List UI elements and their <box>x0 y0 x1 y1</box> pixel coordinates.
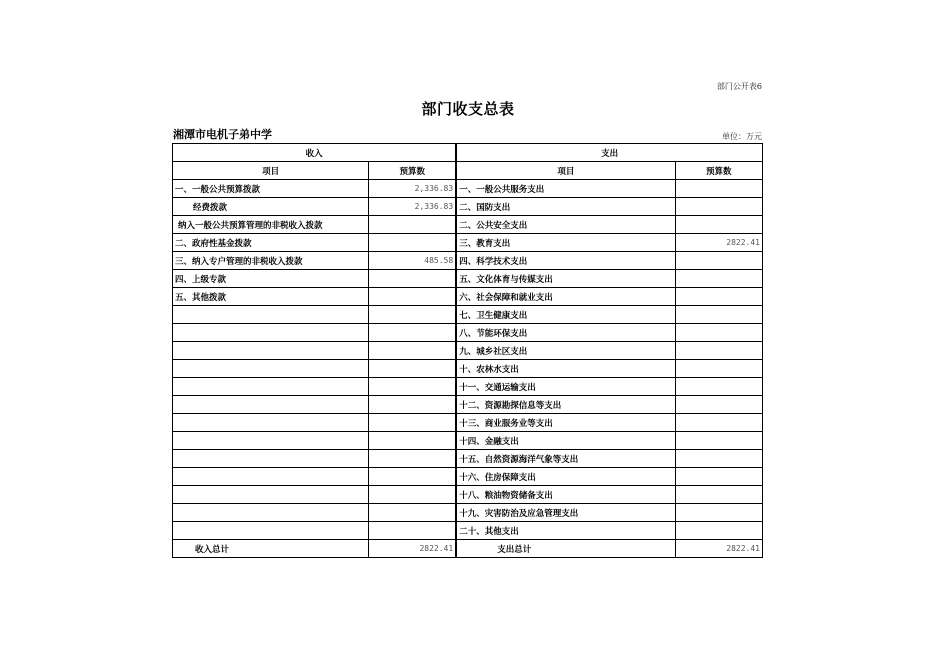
total-expense-label: 支出总计 <box>456 540 675 558</box>
table-row <box>173 288 763 306</box>
expense-item: 十一、交通运输支出 <box>456 378 675 396</box>
income-value <box>369 270 456 288</box>
table-row <box>173 306 763 324</box>
expense-item: 三、教育支出 <box>456 234 675 252</box>
income-item: 三、纳入专户管理的非税收入拨款 <box>173 252 369 270</box>
total-income-label: 收入总计 <box>173 540 369 558</box>
expense-item: 二、公共安全支出 <box>456 216 675 234</box>
income-value <box>369 234 456 252</box>
expense-item: 七、卫生健康支出 <box>456 306 675 324</box>
expense-value <box>675 270 762 288</box>
expense-item-header: 项目 <box>456 162 675 180</box>
expense-value <box>675 486 762 504</box>
expense-item: 十四、金融支出 <box>456 432 675 450</box>
table-row <box>173 378 763 396</box>
expense-item: 十二、资源勘探信息等支出 <box>456 396 675 414</box>
income-item: 五、其他拨款 <box>173 288 369 306</box>
organization-name: 湘潭市电机子弟中学 <box>173 128 272 141</box>
expense-value <box>675 216 762 234</box>
income-item <box>173 522 369 540</box>
income-value <box>369 432 456 450</box>
income-item <box>173 306 369 324</box>
expense-value <box>675 378 762 396</box>
expense-value <box>675 414 762 432</box>
expense-value <box>675 252 762 270</box>
table-row <box>173 450 763 468</box>
table-row <box>173 522 763 540</box>
income-value <box>369 450 456 468</box>
expense-value <box>675 324 762 342</box>
income-item <box>173 450 369 468</box>
table-row <box>173 342 763 360</box>
expense-value <box>675 180 762 198</box>
income-value <box>369 324 456 342</box>
expense-item: 五、文化体育与传媒支出 <box>456 270 675 288</box>
expense-value <box>675 360 762 378</box>
table-row <box>173 504 763 522</box>
income-item: 二、政府性基金拨款 <box>173 234 369 252</box>
table-row <box>173 198 763 216</box>
income-item <box>173 324 369 342</box>
expense-item: 十六、住房保障支出 <box>456 468 675 486</box>
table-row <box>173 486 763 504</box>
expense-value <box>675 198 762 216</box>
column-header-row <box>173 162 763 180</box>
table-row <box>173 270 763 288</box>
income-item: 经费拨款 <box>173 198 369 216</box>
document-title: 部门收支总表 <box>421 100 515 118</box>
expense-item: 二、国防支出 <box>456 198 675 216</box>
expense-value <box>675 504 762 522</box>
expense-item: 十九、灾害防治及应急管理支出 <box>456 504 675 522</box>
expense-value <box>675 342 762 360</box>
expense-item: 二十、其他支出 <box>456 522 675 540</box>
expense-value <box>675 468 762 486</box>
expense-item: 一、一般公共服务支出 <box>456 180 675 198</box>
income-item: 四、上级专款 <box>173 270 369 288</box>
table-row <box>173 468 763 486</box>
expense-budget-header: 预算数 <box>675 162 762 180</box>
income-group-header: 收入 <box>173 144 457 162</box>
expense-item: 十三、商业服务业等支出 <box>456 414 675 432</box>
income-item <box>173 396 369 414</box>
total-expense-value: 2822.41 <box>675 540 762 558</box>
income-value <box>369 486 456 504</box>
income-value <box>369 504 456 522</box>
table-row <box>173 216 763 234</box>
income-item <box>173 432 369 450</box>
expense-item: 十、农林水支出 <box>456 360 675 378</box>
income-item <box>173 378 369 396</box>
table-row <box>173 396 763 414</box>
income-value <box>369 216 456 234</box>
expense-value <box>675 306 762 324</box>
expense-value <box>675 450 762 468</box>
income-item <box>173 504 369 522</box>
income-value <box>369 522 456 540</box>
income-value <box>369 414 456 432</box>
expense-item: 九、城乡社区支出 <box>456 342 675 360</box>
table-row <box>173 432 763 450</box>
income-expense-table <box>172 143 763 558</box>
table-row <box>173 360 763 378</box>
expense-item: 四、科学技术支出 <box>456 252 675 270</box>
income-item <box>173 486 369 504</box>
group-header-row <box>173 144 763 162</box>
expense-value <box>675 396 762 414</box>
income-value <box>369 306 456 324</box>
income-value: 2,336.83 <box>369 198 456 216</box>
total-income-value: 2822.41 <box>369 540 456 558</box>
unit-label: 单位：万元 <box>722 132 762 141</box>
income-value <box>369 396 456 414</box>
income-value <box>369 468 456 486</box>
income-item: 纳入一般公共预算管理的非税收入拨款 <box>173 216 369 234</box>
expense-value <box>675 432 762 450</box>
income-item: 一、一般公共预算拨款 <box>173 180 369 198</box>
income-value: 2,336.83 <box>369 180 456 198</box>
table-row <box>173 324 763 342</box>
expense-value <box>675 288 762 306</box>
expense-group-header: 支出 <box>456 144 762 162</box>
income-value <box>369 378 456 396</box>
income-item <box>173 468 369 486</box>
income-value <box>369 360 456 378</box>
income-value <box>369 342 456 360</box>
table-row <box>173 252 763 270</box>
income-item <box>173 342 369 360</box>
table-row <box>173 414 763 432</box>
totals-row <box>173 540 763 558</box>
table-row <box>173 180 763 198</box>
expense-item: 八、节能环保支出 <box>456 324 675 342</box>
income-value: 485.58 <box>369 252 456 270</box>
expense-item: 六、社会保障和就业支出 <box>456 288 675 306</box>
income-value <box>369 288 456 306</box>
expense-value: 2822.41 <box>675 234 762 252</box>
table-number: 部门公开表6 <box>716 82 762 91</box>
income-budget-header: 预算数 <box>369 162 456 180</box>
expense-item: 十五、自然资源海洋气象等支出 <box>456 450 675 468</box>
expense-value <box>675 522 762 540</box>
table-row <box>173 234 763 252</box>
expense-item: 十八、粮油物资储备支出 <box>456 486 675 504</box>
income-item-header: 项目 <box>173 162 369 180</box>
income-item <box>173 360 369 378</box>
income-item <box>173 414 369 432</box>
